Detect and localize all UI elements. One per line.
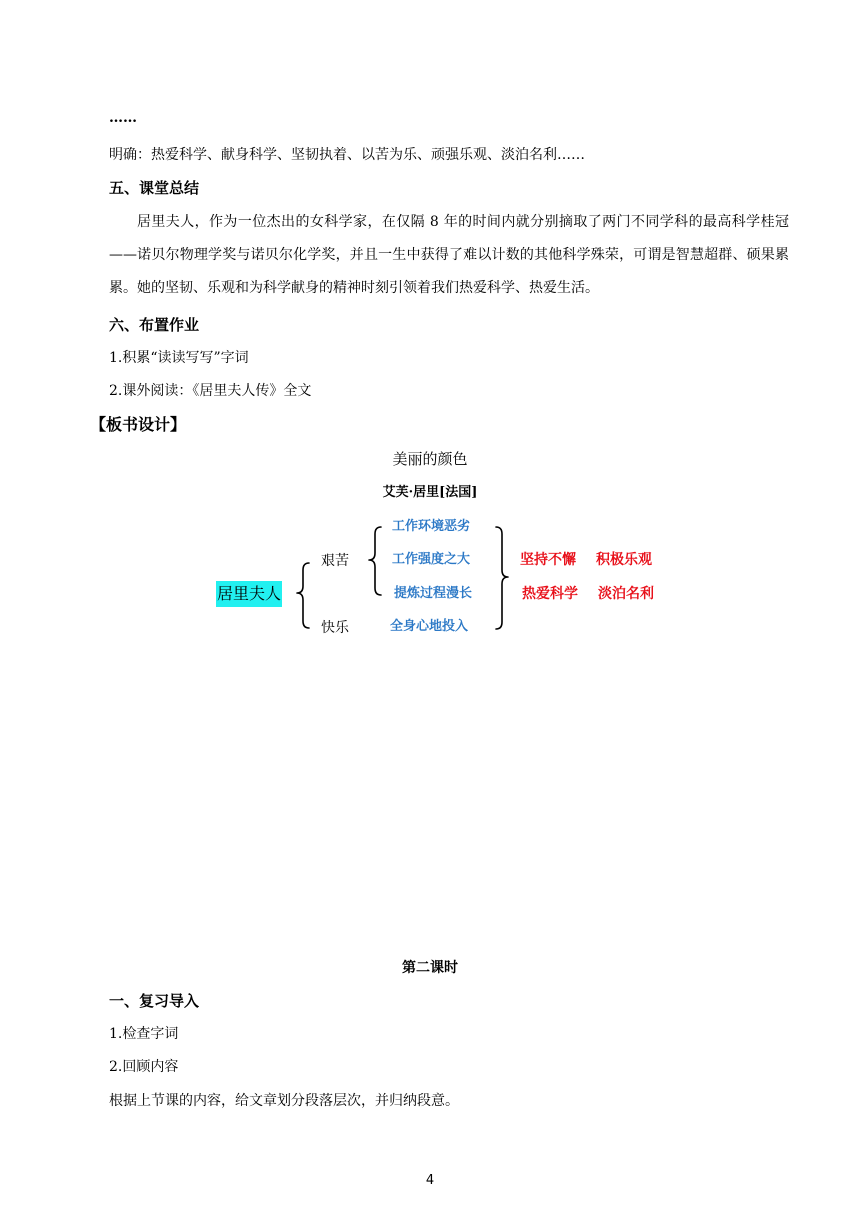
lesson2-title: 第二课时 xyxy=(402,960,458,976)
section6-heading: 六、布置作业 xyxy=(109,316,200,334)
blue-item: 提炼过程漫长 xyxy=(394,586,473,601)
joy-label: 快乐 xyxy=(321,620,349,636)
blue-item: 工作强度之大 xyxy=(392,552,471,567)
blue-item: 工作环境恶劣 xyxy=(392,519,471,534)
page-number: 4 xyxy=(425,1173,435,1188)
review-item: 2.回顾内容 xyxy=(109,1059,179,1075)
board-author: 艾芙·居里[法国] xyxy=(382,485,478,500)
blue-item: 全身心地投入 xyxy=(390,619,469,634)
homework-item: 1.积累“读读写写”字词 xyxy=(109,350,249,366)
board-design-label: 【板书设计】 xyxy=(90,415,187,434)
board-title: 美丽的颜色 xyxy=(392,450,468,468)
red-item: 积极乐观 xyxy=(596,552,652,568)
lesson2-heading: 一、复习导入 xyxy=(109,992,200,1010)
red-item: 热爱科学 xyxy=(522,586,578,602)
hardship-label: 艰苦 xyxy=(321,553,349,569)
homework-item: 2.课外阅读：《居里夫人传》全文 xyxy=(109,383,312,399)
review-item: 1.检查字词 xyxy=(109,1026,179,1042)
section5-heading: 五、课堂总结 xyxy=(109,179,200,197)
review-text: 根据上节课的内容，给文章划分段落层次，并归纳段意。 xyxy=(109,1093,459,1109)
red-item: 坚持不懈 xyxy=(520,552,576,568)
center-label: 居里夫人 xyxy=(216,581,282,607)
red-item: 淡泊名利 xyxy=(598,586,654,602)
clarify-line: 明确：热爱科学、献身科学、坚韧执着、以苦为乐、顽强乐观、淡泊名利…… xyxy=(109,147,585,163)
summary-paragraph: 居里夫人，作为一位杰出的女科学家，在仅隔 8 年的时间内就分别摘取了两门不同学科的最高科学桂冠——诺贝尔物理学奖与诺贝尔化学奖，并且一生中获得了难以计数的其他科学殊荣，可谓是智慧超群、硕果累累。她的坚韧、乐观和为科学献身的精神时刻引领着我们热爱科学、热爱生活。 xyxy=(109,214,789,296)
ellipsis-line: …… xyxy=(109,110,137,126)
